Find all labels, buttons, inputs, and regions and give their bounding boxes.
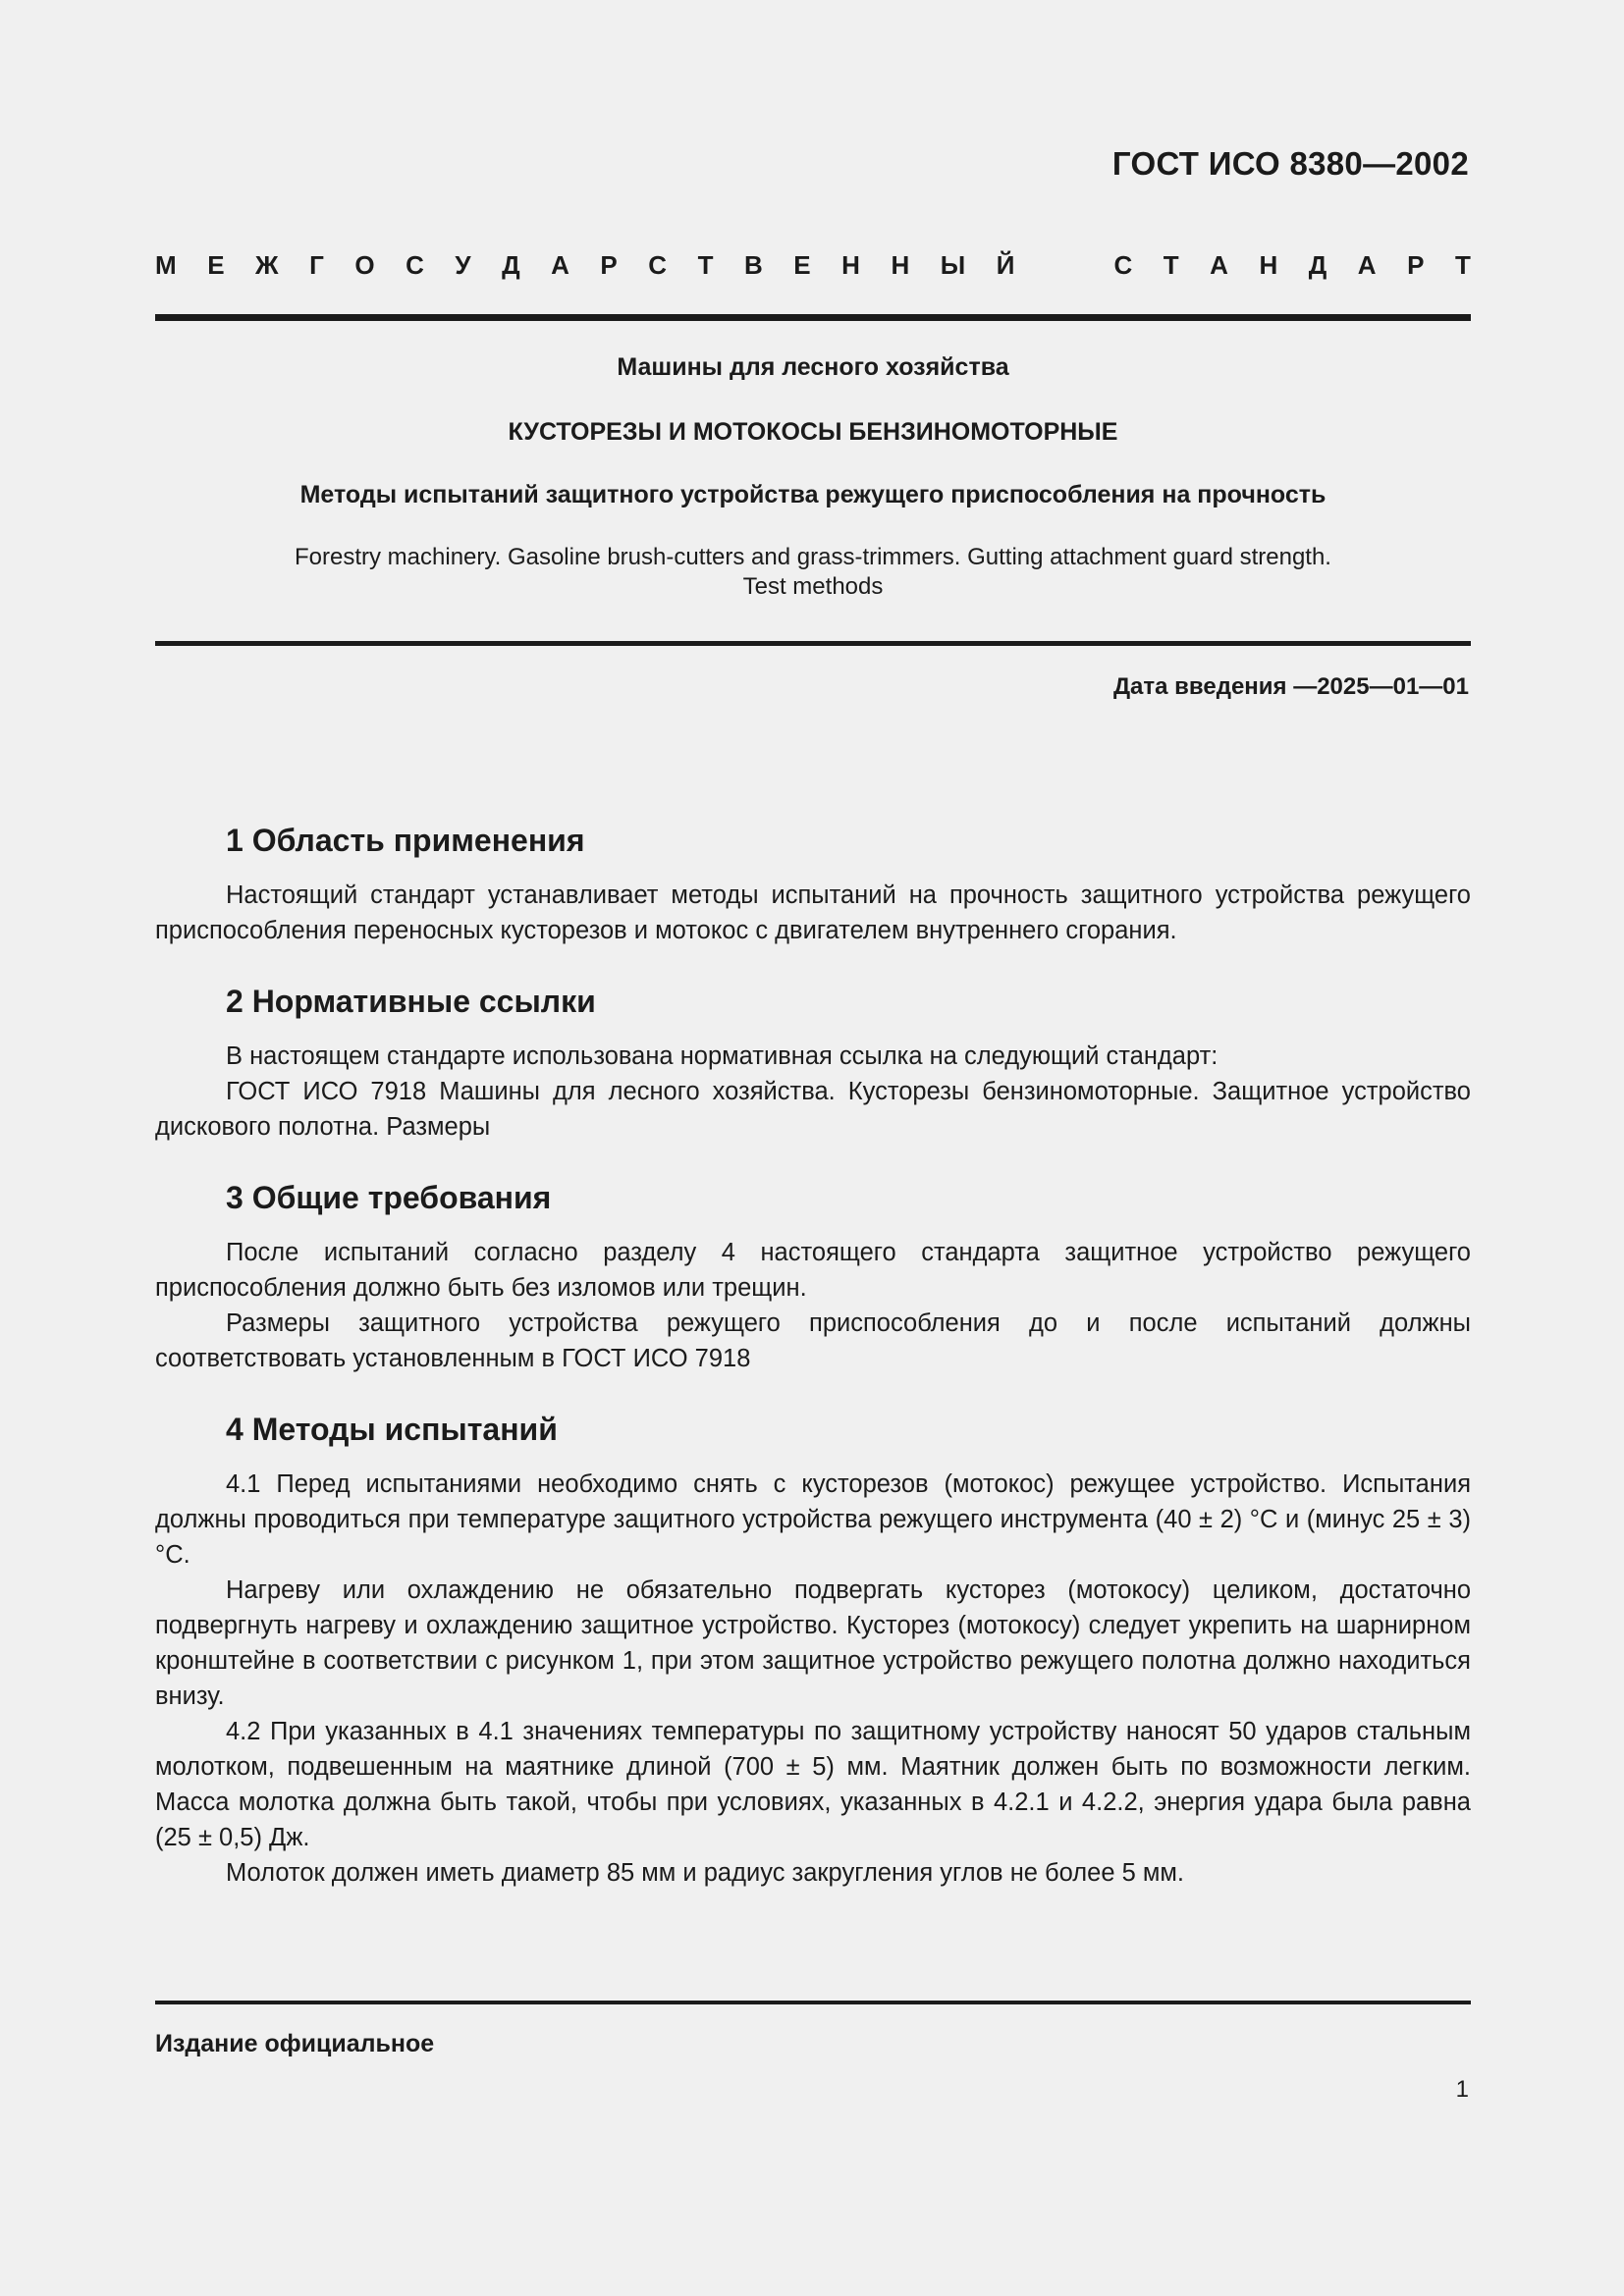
interstate-letter: А bbox=[1357, 250, 1377, 280]
interstate-letter: Т bbox=[1454, 250, 1471, 280]
interstate-letter: Е bbox=[207, 250, 225, 280]
english-title-line-2: Test methods bbox=[742, 573, 884, 600]
paragraph: Настоящий стандарт устанавливает методы испытаний на прочность защитного устройства режущего приспособления переносных кусторезов и мотокос с двигателем внутреннего сгорания. bbox=[155, 881, 1471, 944]
interstate-letter: Н bbox=[891, 250, 910, 280]
interstate-letter: Ы bbox=[940, 250, 966, 280]
interstate-letter: А bbox=[551, 250, 569, 280]
interstate-letter: Т bbox=[697, 250, 714, 280]
interstate-letter: А bbox=[1210, 250, 1228, 280]
section-heading: 4 Методы испытаний bbox=[226, 1412, 558, 1447]
page-number: 1 bbox=[1455, 2076, 1469, 2103]
section-heading: 3 Общие требования bbox=[226, 1180, 552, 1215]
title-divider bbox=[155, 641, 1471, 646]
interstate-letter: Ж bbox=[255, 250, 279, 280]
interstate-letter: Т bbox=[1163, 250, 1179, 280]
effective-date: Дата введения —2025—01—01 bbox=[1112, 673, 1469, 700]
section-scope bbox=[155, 817, 1471, 948]
section-normative-references bbox=[155, 978, 1471, 1145]
paragraph: В настоящем стандарте использована нормативная ссылка на следующий стандарт: bbox=[226, 1042, 1218, 1070]
paragraph: 4.2 При указанных в 4.1 значениях температуры по защитному устройству наносят 50 ударов стальным молотком, подвешенным на маятнике длиной (700 ± 5) мм. Маятник должен быть по возможности легким. Масса молотка должна быть такой, чтобы при условиях, указанных в 4.2.1 и 4.2.2, энергия удара была равна (25 ± 0,5) Дж. bbox=[155, 1718, 1471, 1851]
interstate-letter: С bbox=[1113, 250, 1133, 280]
interstate-letter: О bbox=[354, 250, 375, 280]
word-gap bbox=[1046, 250, 1083, 281]
interstate-letter: Д bbox=[1308, 250, 1327, 280]
interstate-letter: Е bbox=[793, 250, 811, 280]
official-edition-label: Издание официальное bbox=[155, 2030, 435, 2057]
section-general-requirements bbox=[155, 1174, 1471, 1376]
section-test-methods bbox=[155, 1406, 1471, 1891]
title-line-2: КУСТОРЕЗЫ И МОТОКОСЫ БЕНЗИНОМОТОРНЫЕ bbox=[508, 418, 1118, 446]
english-title-line-1: Forestry machinery. Gasoline brush-cutters and grass-trimmers. Gutting attachment guard strength. bbox=[295, 544, 1331, 570]
interstate-letter: Г bbox=[309, 250, 324, 280]
interstate-letter: М bbox=[155, 250, 177, 280]
interstate-letter: Д bbox=[502, 250, 520, 280]
header-divider bbox=[155, 314, 1471, 321]
paragraph: После испытаний согласно разделу 4 настоящего стандарта защитное устройство режущего приспособления должно быть без изломов или трещин. bbox=[155, 1239, 1471, 1302]
interstate-letter: Н bbox=[1259, 250, 1278, 280]
interstate-letter: Р bbox=[600, 250, 618, 280]
interstate-standard-banner bbox=[155, 250, 1471, 281]
document-body bbox=[155, 817, 1471, 1920]
section-heading: 2 Нормативные ссылки bbox=[226, 984, 596, 1019]
interstate-letter: С bbox=[648, 250, 668, 280]
paragraph: Размеры защитного устройства режущего приспособления до и после испытаний должны соответствовать установленным в ГОСТ ИСО 7918 bbox=[155, 1309, 1471, 1372]
interstate-letter: В bbox=[743, 250, 763, 280]
interstate-letter: Й bbox=[996, 250, 1015, 280]
paragraph: Нагреву или охлаждению не обязательно подвергать кусторез (мотокосу) целиком, достаточно подвергнуть нагреву и охлаждению защитное устройство. Кусторез (мотокосу) следует укрепить на шарнирном кронштейне в соответствии с рисунком 1, при этом защитное устройство режущего полотна должно находиться внизу. bbox=[155, 1576, 1471, 1710]
interstate-letter: Р bbox=[1407, 250, 1425, 280]
paragraph: 4.1 Перед испытаниями необходимо снять с кусторезов (мотокос) режущее устройство. Испытания должны проводиться при температуре защитного устройства режущего инструмента (40 ± 2) °С и (минус 25 ± 3) °С. bbox=[155, 1470, 1471, 1569]
standard-code: ГОСТ ИСО 8380—2002 bbox=[1111, 145, 1469, 182]
section-heading: 1 Область применения bbox=[226, 823, 585, 858]
interstate-letter: Н bbox=[841, 250, 860, 280]
title-line-3: Методы испытаний защитного устройства режущего приспособления на прочность bbox=[299, 481, 1326, 508]
title-line-1: Машины для лесного хозяйства bbox=[617, 353, 1009, 381]
english-title bbox=[155, 543, 1471, 602]
interstate-letter: С bbox=[406, 250, 424, 280]
paragraph: ГОСТ ИСО 7918 Машины для лесного хозяйства. Кусторезы бензиномоторные. Защитное устройство дискового полотна. Размеры bbox=[155, 1078, 1471, 1141]
footer-divider bbox=[155, 2001, 1471, 2004]
paragraph: Молоток должен иметь диаметр 85 мм и радиус закругления углов не более 5 мм. bbox=[226, 1859, 1185, 1887]
interstate-letter: У bbox=[455, 250, 471, 280]
